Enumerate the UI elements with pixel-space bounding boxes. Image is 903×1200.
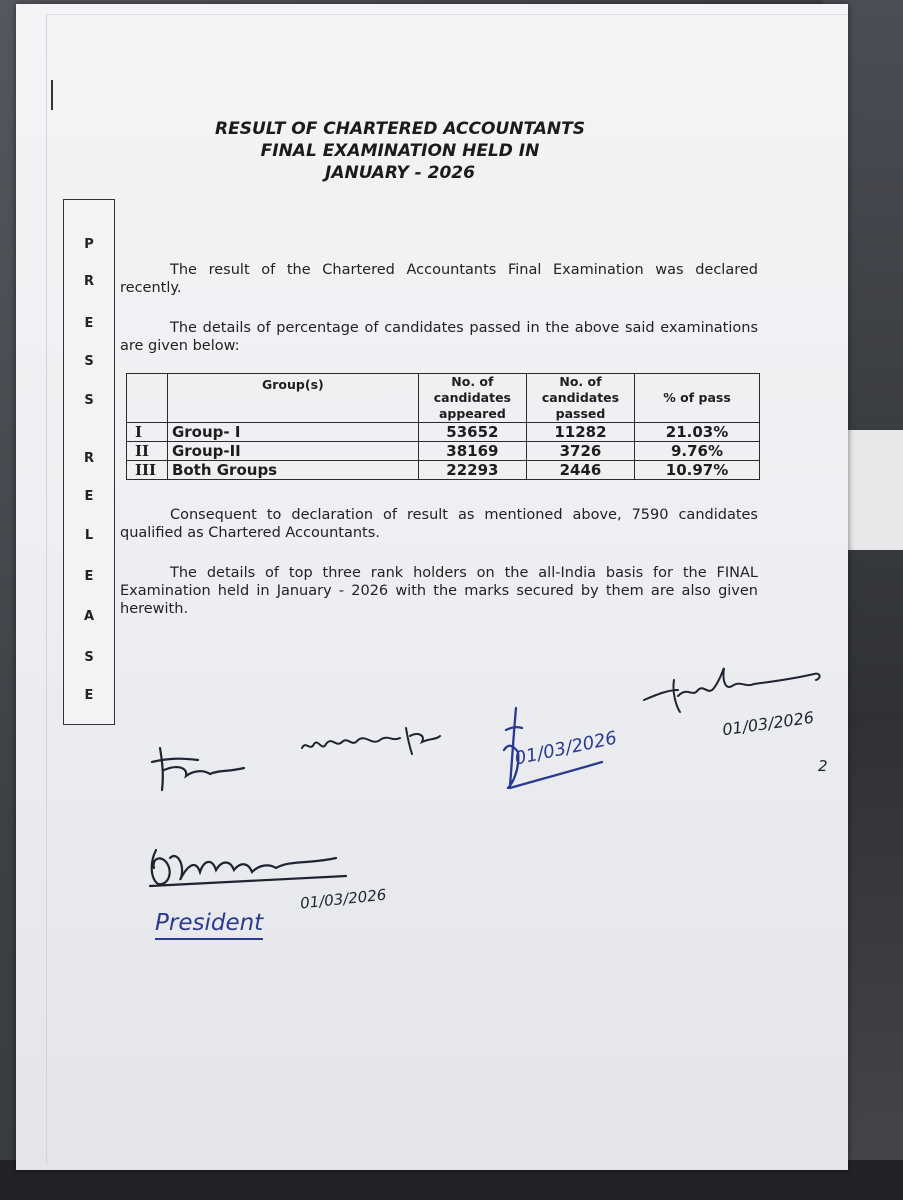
row-percent: 9.76% <box>635 442 760 461</box>
table-row <box>127 442 760 461</box>
row-roman: III <box>127 461 168 480</box>
press-letter: R <box>83 451 94 466</box>
press-letter: L <box>84 528 94 543</box>
press-letter: E <box>84 489 94 504</box>
row-percent: 21.03% <box>635 423 760 442</box>
press-letter: A <box>83 609 95 624</box>
title-line-3: JANUARY - 2026 <box>325 163 475 183</box>
press-letter: S <box>84 650 94 665</box>
title-line-1: RESULT OF CHARTERED ACCOUNTANTS <box>215 119 585 139</box>
header-percent: % of pass <box>635 374 760 423</box>
row-group: Group-II <box>167 442 418 461</box>
header-group: Group(s) <box>167 374 418 423</box>
president-signature <box>140 838 360 898</box>
press-letter: E <box>84 316 94 331</box>
row-appeared: 22293 <box>418 461 526 480</box>
header-index <box>127 374 168 423</box>
results-table <box>126 373 760 480</box>
press-letter: R <box>83 274 94 289</box>
document-title <box>150 118 650 184</box>
signature-date-1: 01/03/2026 <box>512 727 619 770</box>
row-percent: 10.97% <box>635 461 760 480</box>
press-letter: P <box>84 237 94 252</box>
press-release-box <box>63 199 115 725</box>
page-mark <box>51 80 53 110</box>
president-label: President <box>155 910 263 940</box>
header-appeared: No. of candidates appeared <box>418 374 526 423</box>
paragraph-4: The details of top three rank holders on the all-India basis for the FINAL Examination held in January - 2026 with the marks secured by them are also given herewith. <box>120 565 758 617</box>
press-letter: E <box>84 569 94 584</box>
row-appeared: 53652 <box>418 423 526 442</box>
background-object <box>840 430 903 550</box>
press-letter: S <box>84 354 94 369</box>
row-roman: II <box>127 442 168 461</box>
row-passed: 3726 <box>526 442 634 461</box>
signature-date-2: 01/03/2026 <box>721 707 816 740</box>
press-letter: S <box>84 393 94 408</box>
table-row <box>127 461 760 480</box>
signature-2 <box>296 718 446 768</box>
title-line-2: FINAL EXAMINATION HELD IN <box>260 141 540 161</box>
paragraph-2: The details of percentage of candidates passed in the above said examinations are given below: <box>120 320 758 354</box>
row-appeared: 38169 <box>418 442 526 461</box>
paragraph-3: Consequent to declaration of result as mentioned above, 7590 candidates qualified as Chartered Accountants. <box>120 507 758 541</box>
page-number-mark: 2 <box>818 757 828 775</box>
row-group: Group- I <box>167 423 418 442</box>
table-row <box>127 423 760 442</box>
paragraph-1: The result of the Chartered Accountants Final Examination was declared recently. <box>120 262 758 296</box>
row-roman: I <box>127 423 168 442</box>
signature-1 <box>148 740 258 800</box>
header-passed: No. of candidates passed <box>526 374 634 423</box>
row-passed: 11282 <box>526 423 634 442</box>
press-letter: E <box>84 688 94 703</box>
table-header-row <box>127 374 760 423</box>
row-group: Both Groups <box>167 461 418 480</box>
president-date: 01/03/2026 <box>299 885 388 913</box>
row-passed: 2446 <box>526 461 634 480</box>
